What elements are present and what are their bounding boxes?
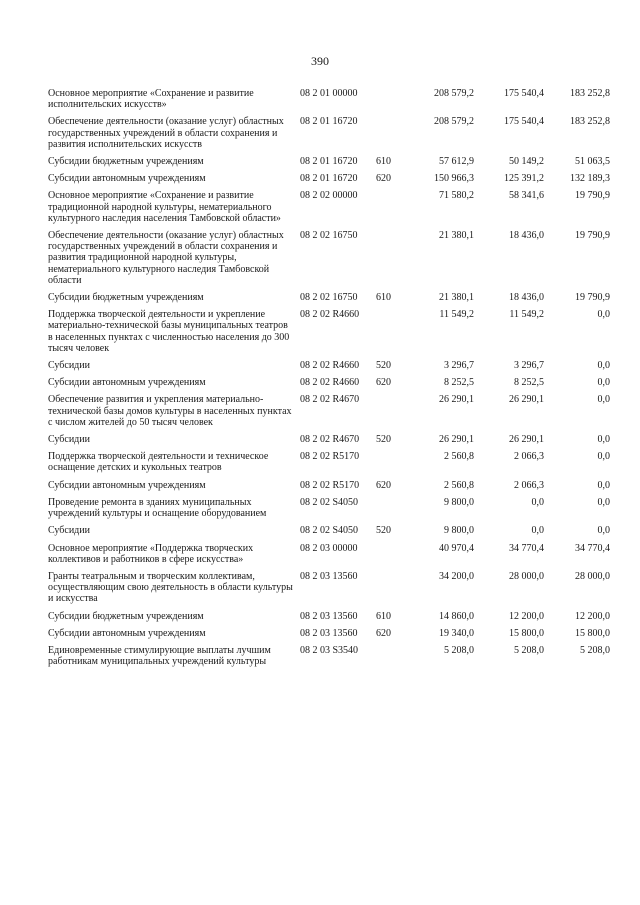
amount-year-2-cell: 26 290,1 (509, 434, 544, 446)
expense-type-cell: 610 (376, 156, 391, 168)
expense-type-cell: 620 (376, 627, 391, 639)
amount-year-3-cell: 0,0 (597, 309, 610, 321)
table-row (48, 571, 610, 611)
amount-year-1-cell: 34 200,0 (439, 570, 474, 582)
amount-year-2-cell: 0,0 (531, 496, 544, 508)
row-name-cell: Обеспечение деятельности (оказание услуг) областных государственных учреждений в области сохранения и развития традиционной народной культуры, нематериального культурного наследия Тамбовской области (48, 230, 284, 286)
amount-year-1-cell: 71 580,2 (439, 190, 474, 202)
amount-year-2-cell: 26 290,1 (509, 394, 544, 406)
amount-year-3-cell: 15 800,0 (575, 627, 610, 639)
amount-year-3-cell: 34 770,4 (575, 542, 610, 554)
amount-year-1-cell: 26 290,1 (439, 434, 474, 446)
table-row (48, 156, 610, 173)
expense-type-cell: 520 (376, 434, 391, 446)
row-name-cell: Основное мероприятие «Сохранение и развитие традиционной народной культуры, нематериального культурного наследия населения Тамбовской области» (48, 190, 281, 224)
target-article-code-cell: 08 2 01 00000 (300, 88, 358, 99)
target-article-code-cell: 08 2 01 16720 (300, 116, 358, 128)
row-name-cell: Обеспечение развития и укрепления материально-технической базы домов культуры в населенных пунктах с числом жителей до 50 тысяч человек (48, 394, 292, 428)
amount-year-3-cell: 19 790,9 (575, 190, 610, 202)
row-name-cell: Субсидии (48, 360, 90, 372)
amount-year-1-cell: 26 290,1 (439, 394, 474, 406)
amount-year-2-cell: 2 066,3 (514, 479, 544, 491)
row-name-cell: Субсидии бюджетным учреждениям (48, 292, 204, 304)
amount-year-1-cell: 57 612,9 (439, 156, 474, 168)
amount-year-2-cell: 175 540,4 (504, 88, 544, 99)
table-row (48, 190, 610, 230)
amount-year-2-cell: 2 066,3 (514, 451, 544, 463)
expense-type-cell (376, 88, 402, 116)
target-article-code-cell: 08 2 03 13560 (300, 610, 358, 622)
amount-year-2-cell: 18 436,0 (509, 292, 544, 304)
amount-year-2-cell: 34 770,4 (509, 542, 544, 554)
amount-year-3-cell: 0,0 (597, 360, 610, 372)
amount-year-1-cell: 2 560,8 (444, 479, 474, 491)
amount-year-3-cell: 183 252,8 (570, 88, 610, 99)
expense-type-cell: 620 (376, 377, 391, 389)
amount-year-1-cell: 5 208,0 (444, 644, 474, 656)
table-row (48, 116, 610, 156)
row-name-cell: Субсидии автономным учреждениям (48, 173, 206, 185)
amount-year-1-cell: 2 560,8 (444, 451, 474, 463)
table-row (48, 480, 610, 497)
amount-year-2-cell: 3 296,7 (514, 360, 544, 372)
table-row (48, 497, 610, 525)
table-row (48, 628, 610, 645)
amount-year-3-cell: 19 790,9 (575, 230, 610, 242)
table-row (48, 309, 610, 360)
amount-year-3-cell: 0,0 (597, 496, 610, 508)
table-row (48, 377, 610, 394)
target-article-code-cell: 08 2 02 R4670 (300, 434, 360, 446)
expense-type-cell: 610 (376, 610, 391, 622)
amount-year-1-cell: 208 579,2 (434, 116, 474, 128)
amount-year-2-cell: 175 540,4 (504, 116, 544, 128)
expense-type-cell: 620 (376, 479, 391, 491)
amount-year-1-cell: 3 296,7 (444, 360, 474, 372)
table-row (48, 451, 610, 479)
target-article-code-cell: 08 2 02 16750 (300, 292, 358, 304)
row-name-cell: Субсидии бюджетным учреждениям (48, 156, 204, 168)
expense-type-cell (376, 116, 402, 156)
amount-year-1-cell: 9 800,0 (444, 496, 474, 508)
expense-type-cell (376, 230, 402, 292)
target-article-code-cell: 08 2 01 16720 (300, 156, 358, 168)
amount-year-2-cell: 18 436,0 (509, 230, 544, 242)
target-article-code-cell: 08 2 02 00000 (300, 190, 358, 202)
amount-year-3-cell: 28 000,0 (575, 570, 610, 582)
target-article-code-cell: 08 2 02 R5170 (300, 479, 360, 491)
target-article-code-cell: 08 2 03 00000 (300, 542, 358, 554)
expense-type-cell: 620 (376, 173, 391, 185)
amount-year-3-cell: 0,0 (597, 479, 610, 491)
amount-year-1-cell: 9 800,0 (444, 525, 474, 537)
table-row (48, 360, 610, 377)
table-row (48, 292, 610, 309)
expense-type-cell (376, 571, 402, 611)
row-name-cell: Единовременные стимулирующие выплаты лучшим работникам муниципальных учреждений культуры (48, 644, 271, 668)
row-name-cell: Субсидии (48, 525, 90, 537)
amount-year-1-cell: 21 380,1 (439, 230, 474, 242)
amount-year-2-cell: 125 391,2 (504, 173, 544, 185)
row-name-cell: Субсидии бюджетным учреждениям (48, 610, 204, 622)
target-article-code-cell: 08 2 03 S3540 (300, 644, 359, 656)
table-row (48, 434, 610, 451)
target-article-code-cell: 08 2 02 16750 (300, 230, 358, 242)
row-name-cell: Основное мероприятие «Поддержка творческих коллективов и работников в сфере искусства» (48, 542, 254, 565)
amount-year-3-cell: 183 252,8 (570, 116, 610, 128)
amount-year-2-cell: 5 208,0 (514, 644, 544, 656)
target-article-code-cell: 08 2 02 R4670 (300, 394, 360, 406)
amount-year-2-cell: 58 341,6 (509, 190, 544, 202)
table-row (48, 525, 610, 542)
row-name-cell: Поддержка творческой деятельности и техническое оснащение детских и кукольных театров (48, 451, 269, 474)
budget-table (48, 88, 610, 673)
target-article-code-cell: 08 2 02 R4660 (300, 309, 360, 321)
amount-year-3-cell: 19 790,9 (575, 292, 610, 304)
expense-type-cell (376, 645, 402, 673)
row-name-cell: Основное мероприятие «Сохранение и развитие исполнительских искусств» (48, 88, 254, 111)
amount-year-2-cell: 15 800,0 (509, 627, 544, 639)
amount-year-3-cell: 5 208,0 (580, 644, 610, 656)
amount-year-1-cell: 11 549,2 (439, 309, 474, 321)
target-article-code-cell: 08 2 02 R4660 (300, 360, 360, 372)
expense-type-cell (376, 451, 402, 479)
page-number: 390 (311, 54, 329, 68)
amount-year-2-cell: 28 000,0 (509, 570, 544, 582)
table-row (48, 611, 610, 628)
expense-type-cell (376, 309, 402, 360)
amount-year-1-cell: 150 966,3 (434, 173, 474, 185)
expense-type-cell: 520 (376, 360, 391, 372)
amount-year-2-cell: 0,0 (531, 525, 544, 537)
expense-type-cell (376, 394, 402, 434)
amount-year-2-cell: 12 200,0 (509, 610, 544, 622)
target-article-code-cell: 08 2 02 S4050 (300, 496, 359, 508)
budget-table-body (48, 88, 610, 673)
target-article-code-cell: 08 2 02 R5170 (300, 451, 360, 463)
row-name-cell: Гранты театральным и творческим коллективам, осуществляющим свою деятельность в области культуры и искусства (48, 570, 293, 605)
expense-type-cell (376, 190, 402, 230)
amount-year-2-cell: 8 252,5 (514, 377, 544, 389)
table-row (48, 645, 610, 673)
row-name-cell: Субсидии автономным учреждениям (48, 479, 206, 491)
target-article-code-cell: 08 2 02 R4660 (300, 377, 360, 389)
amount-year-1-cell: 40 970,4 (439, 542, 474, 554)
amount-year-3-cell: 12 200,0 (575, 610, 610, 622)
row-name-cell: Обеспечение деятельности (оказание услуг) областных государственных учреждений в области сохранения и развития исполнительских искусств (48, 116, 284, 150)
amount-year-3-cell: 51 063,5 (575, 156, 610, 168)
amount-year-3-cell: 0,0 (597, 377, 610, 389)
row-name-cell: Субсидии автономным учреждениям (48, 377, 206, 389)
row-name-cell: Субсидии (48, 434, 90, 446)
table-row (48, 543, 610, 571)
amount-year-1-cell: 21 380,1 (439, 292, 474, 304)
amount-year-3-cell: 132 189,3 (570, 173, 610, 185)
target-article-code-cell: 08 2 03 13560 (300, 570, 358, 582)
target-article-code-cell: 08 2 01 16720 (300, 173, 358, 185)
table-row (48, 230, 610, 292)
row-name-cell: Проведение ремонта в зданиях муниципальных учреждений культуры и оснащение оборудованием (48, 496, 267, 520)
expense-type-cell (376, 543, 402, 571)
target-article-code-cell: 08 2 03 13560 (300, 627, 358, 639)
row-name-cell: Поддержка творческой деятельности и укрепление материально-технической базы муниципальных театров в населенных пунктах с численностью населения до 300 тысяч человек (48, 309, 290, 354)
amount-year-3-cell: 0,0 (597, 525, 610, 537)
amount-year-2-cell: 11 549,2 (509, 309, 544, 321)
table-row (48, 173, 610, 190)
amount-year-2-cell: 50 149,2 (509, 156, 544, 168)
row-name-cell: Субсидии автономным учреждениям (48, 627, 206, 639)
amount-year-1-cell: 8 252,5 (444, 377, 474, 389)
expense-type-cell (376, 497, 402, 525)
amount-year-3-cell: 0,0 (597, 394, 610, 406)
amount-year-3-cell: 0,0 (597, 434, 610, 446)
table-row (48, 394, 610, 434)
target-article-code-cell: 08 2 02 S4050 (300, 525, 359, 537)
amount-year-1-cell: 14 860,0 (439, 610, 474, 622)
table-row (48, 88, 610, 116)
amount-year-1-cell: 19 340,0 (439, 627, 474, 639)
expense-type-cell: 520 (376, 525, 391, 537)
amount-year-1-cell: 208 579,2 (434, 88, 474, 99)
amount-year-3-cell: 0,0 (597, 451, 610, 463)
expense-type-cell: 610 (376, 292, 391, 304)
